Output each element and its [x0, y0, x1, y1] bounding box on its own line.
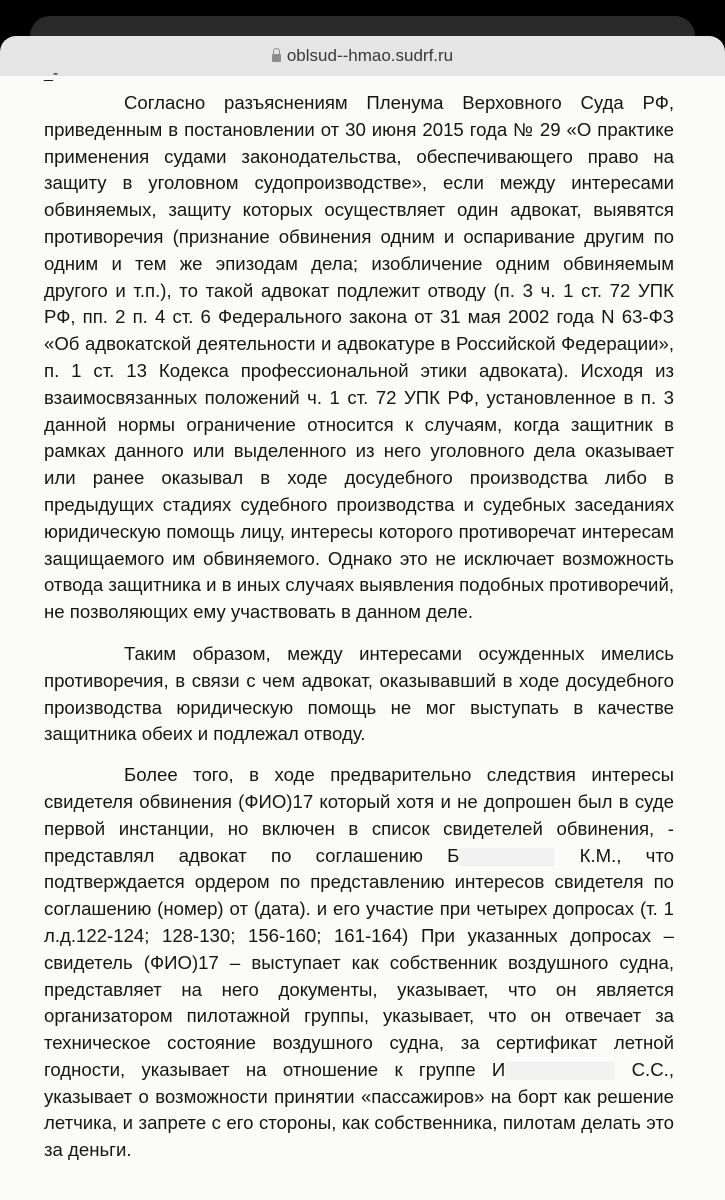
paragraph-3-part-3: С.С., указывает о возможности принятии «пассажиров» на борт как решение летчика, и запрете с его стороны, как собственника, пилотам делать это за деньги. — [44, 1058, 674, 1161]
paragraph-2: Таким образом, между интересами осужденных имелись противоречия, в связи с чем адвокат, оказывавший в ходе досудебного производства юридическую помощь не мог выступать в качестве защитника обеих и подлежал отводу. — [44, 642, 674, 745]
paragraph-3 — [44, 762, 674, 1164]
lock-icon — [272, 54, 281, 62]
paragraph-1: Согласно разъяснениям Пленума Верховного Суда РФ, приведенным в постановлении от 30 июня 2015 года № 29 «О практике применения судами законодательства, обеспечивающего право на защиту в уголовном судопроизводстве», если между интересами обвиняемых, защиту которых осуществляет один адвокат, выявятся противоречия (признание обвинения одним и оспаривание другим по одним и тем же эпизодам дела; изобличение одним обвиняемым другого и т.п.), то такой адвокат подлежит отводу (п. 3 ч. 1 ст. 72 УПК РФ, пп. 2 п. 4 ст. 6 Федерального закона от 31 мая 2002 года N 63-ФЗ «Об адвокатской деятельности и адвокатуре в Российской Федерации», п. 1 ст. 13 Кодекса профессиональной этики адвоката). Исходя из взаимосвязанных положений ч. 1 ст. 72 УПК РФ, установленное в п. 3 данной нормы ограничение относится к случаям, когда защитник в рамках данного или выделенного из него уголовного дела оказывает или ранее оказывал в ходе досудебного производства либо в предыдущих стадиях судебного производства и судебных заседаниях юридическую помощь лицу, интересы которого противоречат интересам защищаемого им обвиняемого. Однако это не исключает возможность отвода защитника и в иных случаях выявления подобных противоречий, не позволяющих ему участвовать в данном деле. — [44, 92, 674, 623]
redacted-name — [505, 1062, 615, 1080]
address-bar[interactable] — [0, 36, 725, 76]
paragraph-3-part-2: К.М., что подтверждается ордером по представлению интересов свидетеля по соглашению (номер) от (дата). и его участие при четырех допросах (т. 1 л.д.122-124; 128-130; 156-160; 161-164) При указанных допросах – свидетель (ФИО)17 – выступает как собственник воздушного судна, представляет на него документы, указывает, что он является организатором пилотажной группы, указывает, что он отвечает за техническое состояние воздушного судна, за сертификат летной годности, указывает на отношение к группе И — [44, 844, 674, 1080]
url-text: oblsud--hmao.sudrf.ru — [286, 46, 454, 65]
redacted-name — [459, 848, 555, 866]
document-body — [44, 90, 674, 1164]
document-page — [0, 65, 725, 1200]
paragraph-3-part-1: Более того, в ходе предварительно следствия интересы свидетеля обвинения (ФИО)17 который хотя и не допрошен был в суде первой инстанции, но включен в список свидетелей обвинения, - представлял адвокат по соглашению Б — [44, 764, 674, 866]
cut-off-text-fragment: _- — [44, 65, 59, 82]
